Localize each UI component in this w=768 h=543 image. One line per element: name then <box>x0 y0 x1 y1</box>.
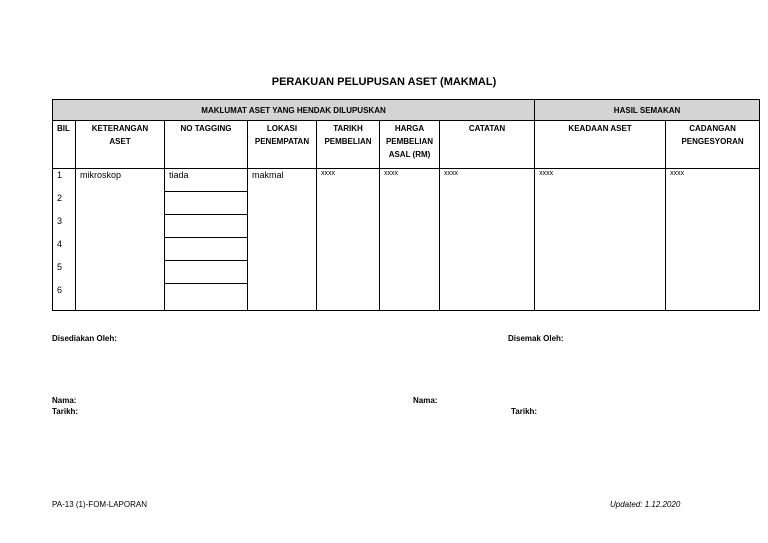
cell-no-tagging <box>165 238 248 261</box>
section-header-review-result: HASIL SEMAKAN <box>535 100 760 121</box>
cell-keterangan: mikroskop <box>76 169 165 311</box>
column-header-harga: HARGA PEMBELIAN ASAL (RM) <box>380 121 440 169</box>
date-label-right: Tarikh: <box>511 407 538 416</box>
table-row <box>53 169 760 192</box>
section-header-asset-info: MAKLUMAT ASET YANG HENDAK DILUPUSKAN <box>53 100 535 121</box>
cell-no-tagging <box>165 284 248 311</box>
name-label-left: Nama: <box>52 396 77 405</box>
prepared-by-label: Disediakan Oleh: <box>52 334 117 343</box>
column-header-no-tagging: NO TAGGING <box>165 121 248 169</box>
column-header-lokasi: LOKASI PENEMPATAN <box>248 121 317 169</box>
cell-bil: 6 <box>53 284 76 311</box>
column-header-keadaan: KEADAAN ASET <box>535 121 666 169</box>
asset-table <box>52 99 760 311</box>
cell-no-tagging <box>165 261 248 284</box>
cell-harga: xxxx <box>380 169 440 311</box>
cell-keadaan: xxxx <box>535 169 666 311</box>
cell-catatan: xxxx <box>440 169 535 311</box>
cell-tarikh: xxxx <box>317 169 380 311</box>
column-header-catatan: CATATAN <box>440 121 535 169</box>
column-header-bil: BIL <box>53 121 76 169</box>
date-label-left: Tarikh: <box>52 407 79 416</box>
cell-bil: 3 <box>53 215 76 238</box>
column-header-cadangan: CADANGAN PENGESYORAN <box>666 121 760 169</box>
cell-bil: 2 <box>53 192 76 215</box>
cell-no-tagging <box>165 215 248 238</box>
cell-bil: 5 <box>53 261 76 284</box>
form-code: PA-13 (1)-FOM-LAPORAN <box>52 500 147 509</box>
column-header-keterangan: KETERANGAN ASET <box>76 121 165 169</box>
page-title: PERAKUAN PELUPUSAN ASET (MAKMAL) <box>271 76 497 88</box>
reviewed-by-label: Disemak Oleh: <box>508 334 564 343</box>
cell-cadangan: xxxx <box>666 169 760 311</box>
cell-bil: 1 <box>53 169 76 192</box>
name-label-right: Nama: <box>413 396 438 405</box>
cell-bil: 4 <box>53 238 76 261</box>
cell-no-tagging: tiada <box>165 169 248 192</box>
cell-no-tagging <box>165 192 248 215</box>
cell-lokasi: makmal <box>248 169 317 311</box>
column-header-tarikh: TARIKH PEMBELIAN <box>317 121 380 169</box>
updated-date: Updated: 1.12.2020 <box>610 500 681 509</box>
